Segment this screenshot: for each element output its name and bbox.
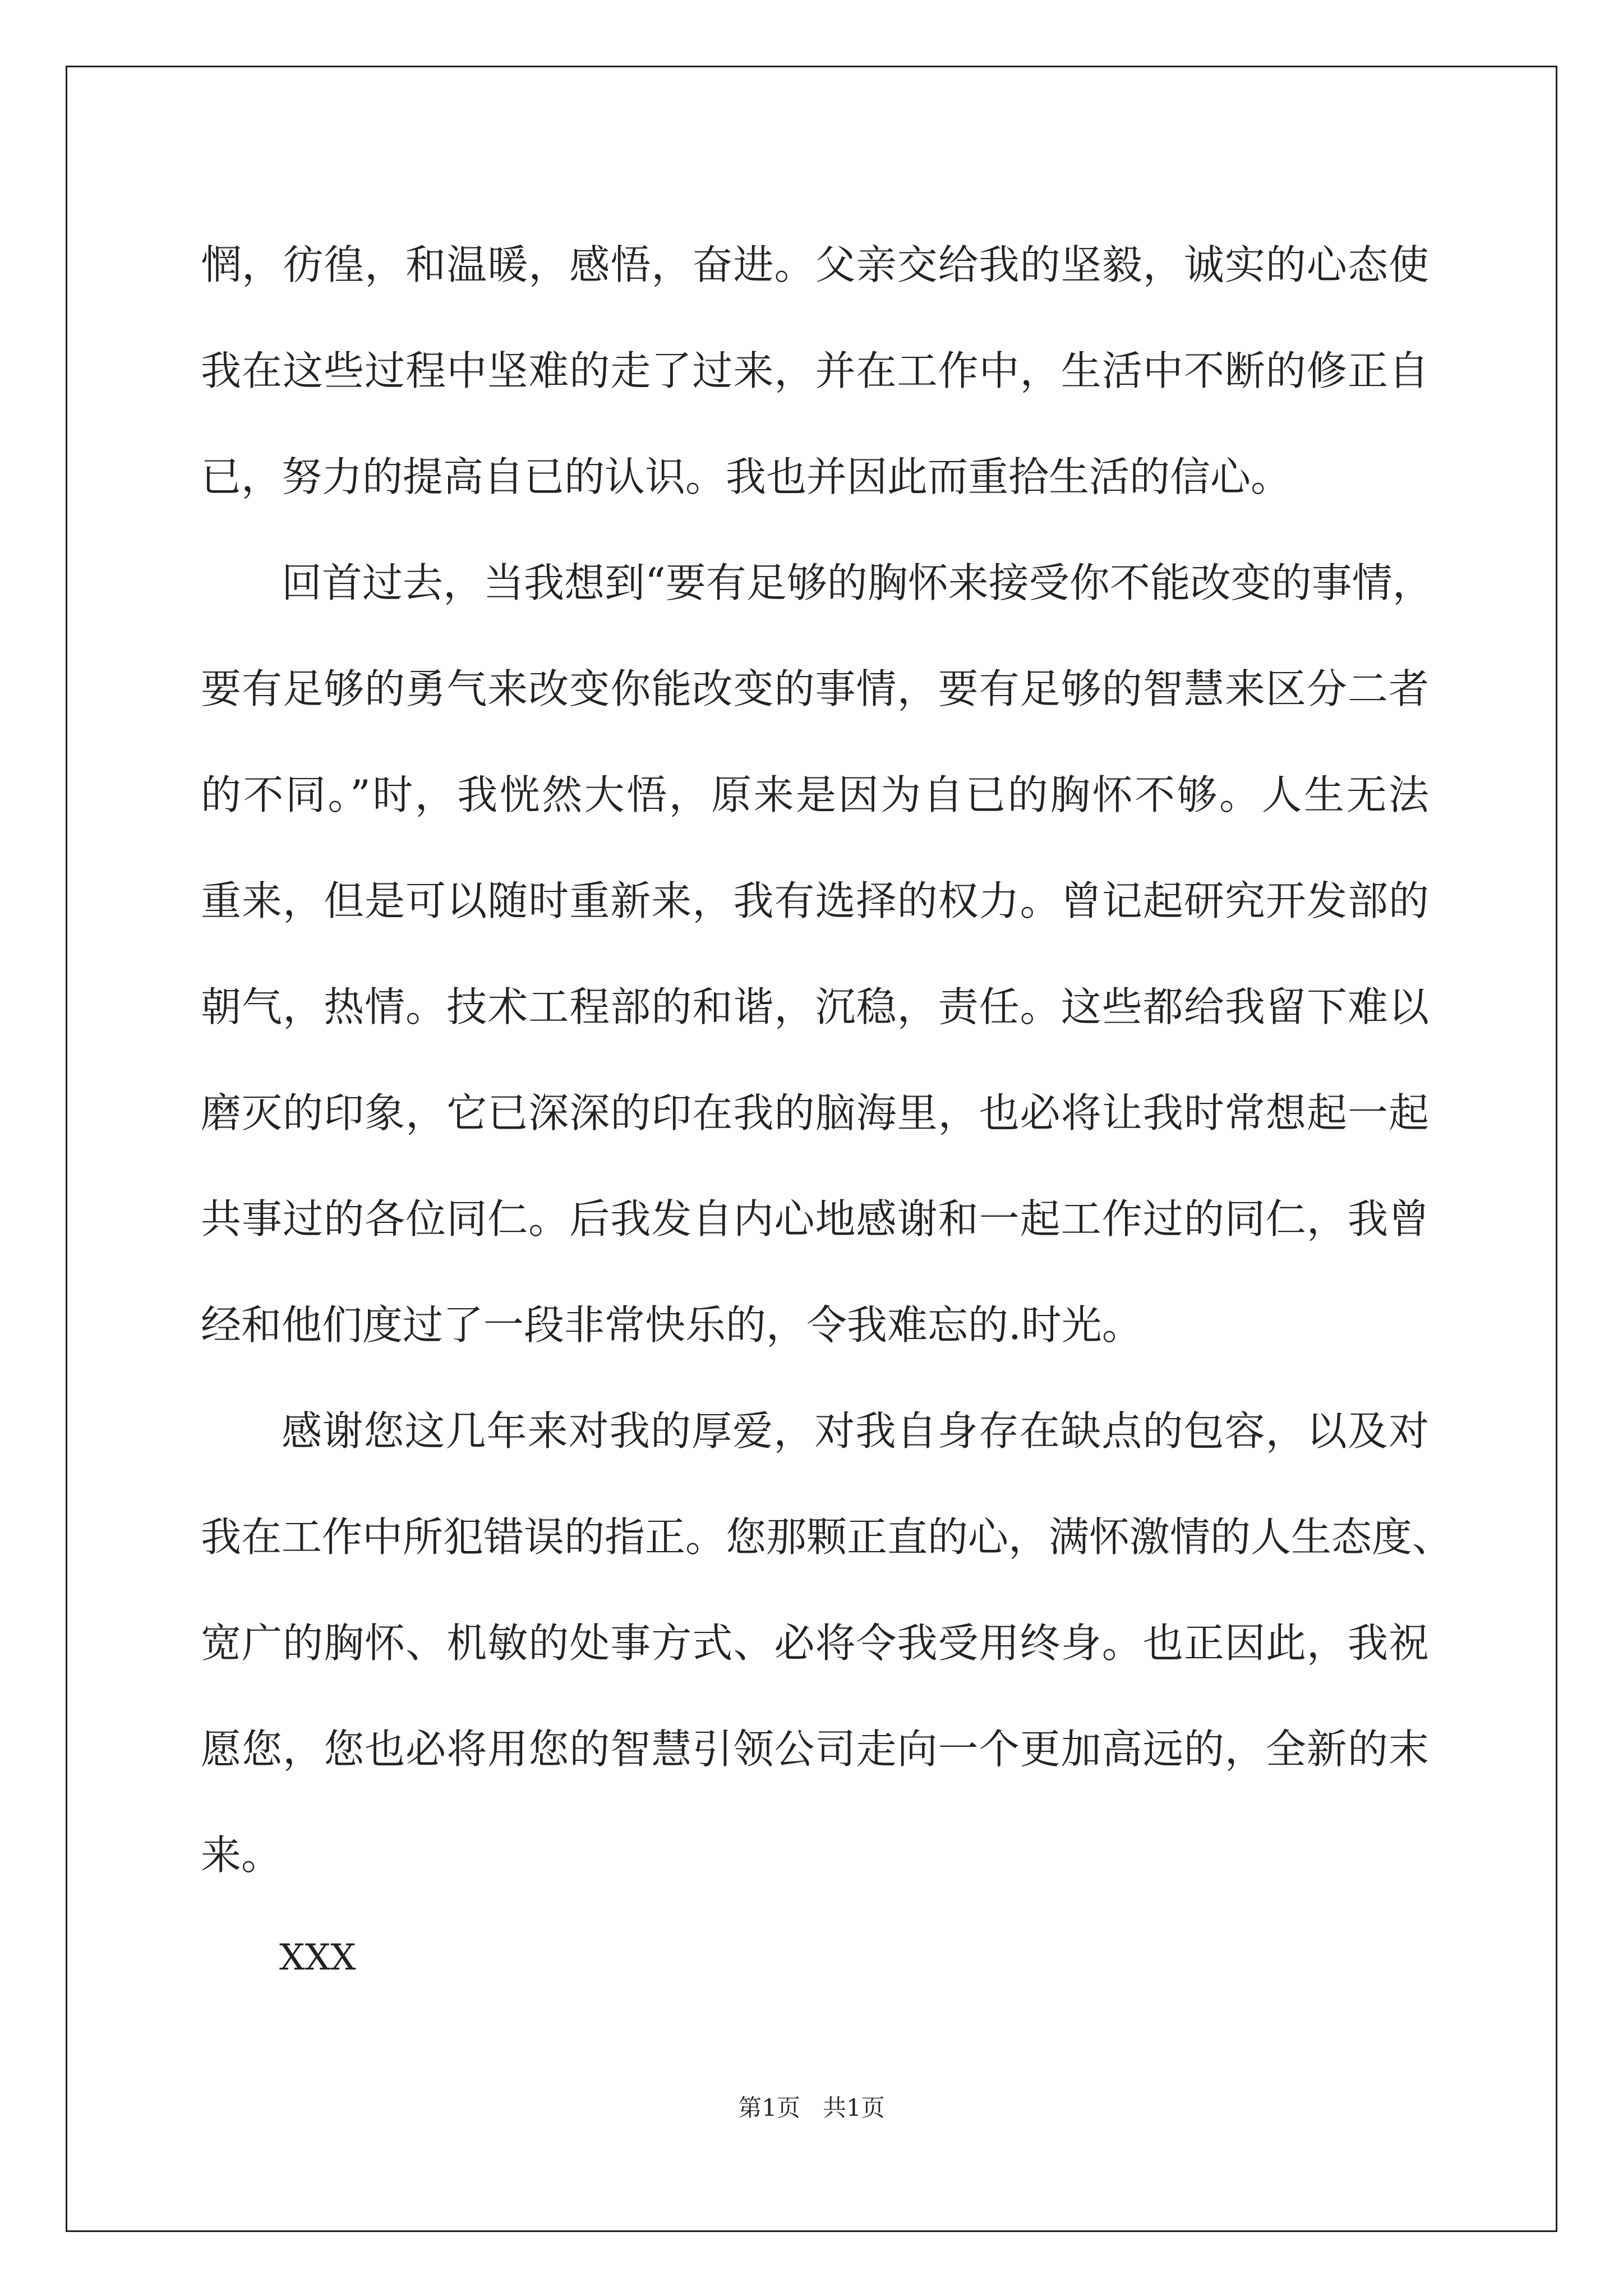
text-line: 已，努力的提高自已的认识。我也并因此而重拾生活的信心。: [201, 453, 1292, 500]
text-line: 经和他们度过了一段非常快乐的，令我难忘的.时光。: [201, 1301, 1142, 1349]
body-text: [201, 212, 1453, 1908]
text-line: 要有足够的勇气来改变你能改变的事情，要有足够的智慧来区分二者: [201, 665, 1429, 712]
text-line: 回首过去，当我想到“要有足够的胸怀来接受你不能改变的事情，: [282, 559, 1433, 606]
text-line: 的不同。”时，我恍然大悟，原来是因为自已的胸怀不够。人生无法: [201, 771, 1429, 818]
text-line: 我在这些过程中坚难的走了过来，并在工作中，生活中不断的修正自: [201, 347, 1429, 394]
page-number-footer: 第1页 共1页: [738, 2094, 885, 2122]
signature: XXX: [279, 1937, 356, 1978]
text-line: 感谢您这几年来对我的厚爱，对我自身存在缺点的包容，以及对: [282, 1407, 1429, 1455]
text-line: 宽广的胸怀、机敏的处事方式、必将令我受用终身。也正因此，我祝: [201, 1619, 1429, 1667]
text-line: 重来，但是可以随时重新来，我有选择的权力。曾记起研究开发部的: [201, 877, 1429, 924]
text-line: 朝气，热情。技术工程部的和谐，沉稳，责任。这些都给我留下难以: [201, 983, 1429, 1030]
text-line: 惘，彷徨，和温暖，感悟，奋进。父亲交给我的坚毅，诚实的心态使: [201, 241, 1429, 288]
text-line: 磨灭的印象，它已深深的印在我的脑海里，也必将让我时常想起一起: [201, 1089, 1429, 1137]
text-line: 我在工作中所犯错误的指正。您那颗正直的心，满怀激情的人生态度、: [201, 1513, 1453, 1561]
text-line: 来。: [201, 1832, 282, 1879]
text-line: 共事过的各位同仁。后我发自内心地感谢和一起工作过的同仁，我曾: [201, 1195, 1429, 1243]
text-line: 愿您，您也必将用您的智慧引领公司走向一个更加高远的，全新的末: [201, 1726, 1429, 1773]
